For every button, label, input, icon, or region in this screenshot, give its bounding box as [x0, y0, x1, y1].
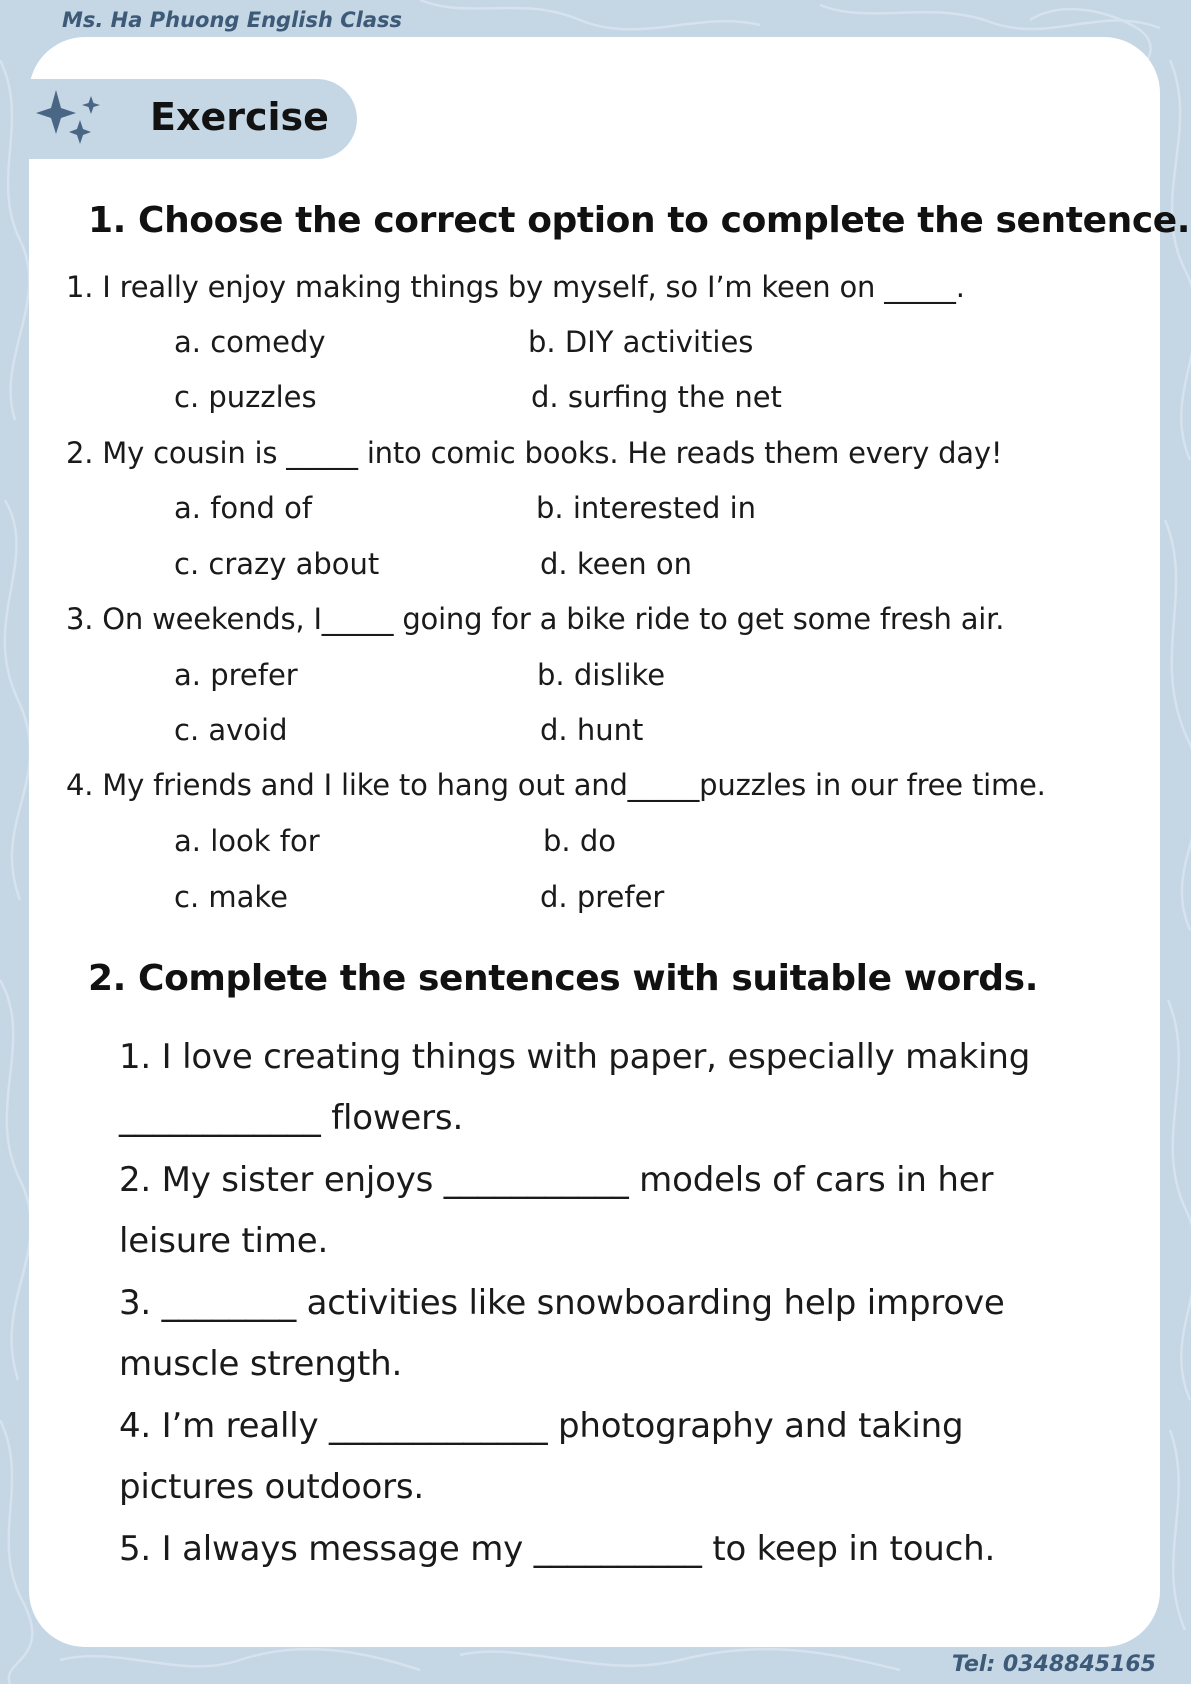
- section-1-title: 1. Choose the correct option to complete the sentence.: [88, 200, 1191, 241]
- fill-line-9: 5. I always message my __________ to keep in touch.: [119, 1529, 996, 1569]
- fill-line-3: 2. My sister enjoys ___________ models of cars in her: [119, 1160, 994, 1200]
- option-3b: b. dislike: [537, 658, 666, 692]
- option-3a: a. prefer: [174, 658, 298, 692]
- option-4d: d. prefer: [540, 880, 665, 914]
- exercise-title: Exercise: [150, 95, 329, 139]
- class-name-header: Ms. Ha Phuong English Class: [62, 8, 403, 32]
- fill-line-4: leisure time.: [119, 1221, 329, 1261]
- option-4a: a. look for: [174, 824, 320, 858]
- option-2c: c. crazy about: [174, 547, 380, 581]
- telephone-footer: Tel: 0348845165: [951, 1652, 1156, 1677]
- question-3: 3. On weekends, I_____ going for a bike ride to get some fresh air.: [66, 602, 1005, 636]
- question-4: 4. My friends and I like to hang out and_____puzzles in our free time.: [66, 768, 1046, 802]
- fill-line-7: 4. I’m really _____________ photography and taking: [119, 1406, 964, 1446]
- question-1: 1. I really enjoy making things by myself, so I’m keen on _____.: [66, 270, 965, 304]
- question-2: 2. My cousin is _____ into comic books. He reads them every day!: [66, 436, 1003, 470]
- section-2-title: 2. Complete the sentences with suitable words.: [88, 958, 1038, 999]
- option-1c: c. puzzles: [174, 380, 317, 414]
- fill-line-8: pictures outdoors.: [119, 1467, 425, 1507]
- fill-line-1: 1. I love creating things with paper, especially making: [119, 1037, 1031, 1077]
- option-1d: d. surfing the net: [531, 380, 782, 414]
- option-2b: b. interested in: [536, 491, 757, 525]
- option-4b: b. do: [543, 824, 616, 858]
- option-1a: a. comedy: [174, 325, 326, 359]
- sparkle-icon: [36, 88, 104, 148]
- option-1b: b. DIY activities: [528, 325, 754, 359]
- option-2a: a. fond of: [174, 491, 313, 525]
- option-4c: c. make: [174, 880, 289, 914]
- option-3d: d. hunt: [540, 713, 644, 747]
- fill-line-5: 3. ________ activities like snowboarding help improve: [119, 1283, 1005, 1323]
- fill-line-2: ____________ flowers.: [119, 1098, 464, 1138]
- fill-line-6: muscle strength.: [119, 1344, 403, 1384]
- option-2d: d. keen on: [540, 547, 693, 581]
- option-3c: c. avoid: [174, 713, 288, 747]
